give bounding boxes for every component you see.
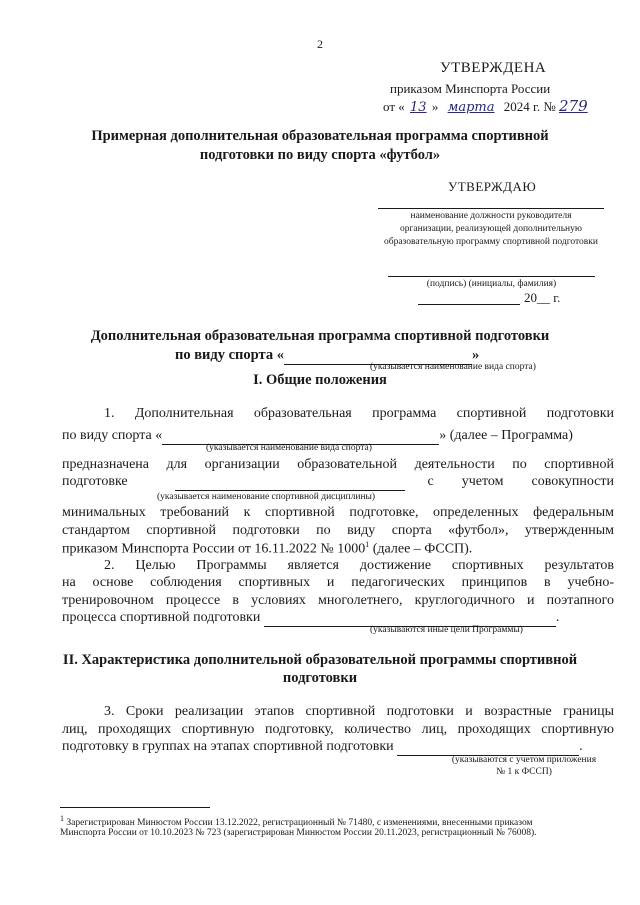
p2-line1: 2. Целью Программы является достижение спортивных результатов: [104, 558, 614, 573]
p1-sport-prefix: по виду спорта «: [62, 428, 163, 443]
signature-line: [388, 276, 595, 277]
p1-hint: (указывается наименование вида спорта): [206, 443, 372, 453]
footnote-separator: [60, 807, 210, 808]
date-mid: »: [431, 99, 439, 114]
position-caption-2: организации, реализующей дополнительную: [400, 224, 582, 234]
p2-hint: (указываются иные цели Программы): [370, 625, 523, 635]
handwritten-order-number: 279: [559, 97, 588, 115]
p1-sport-suffix: » (далее – Программа): [439, 428, 573, 443]
p1-hint2: (указывается наименование спортивной дисциплины): [157, 492, 376, 502]
footnote-line2: Минспорта России от 10.10.2023 № 723 (зарегистрирован Минюстом России 20.11.2023, регистрационный № 76008).: [60, 828, 537, 838]
approve-heading: УТВЕРЖДАЮ: [448, 179, 537, 194]
p1-fssp: (далее – ФССП).: [369, 541, 473, 557]
p1-line7: [62, 540, 472, 558]
p3-hint-1: (указываются с учетом приложения: [451, 755, 597, 765]
p2-line3: тренировочном процессе в условиях многолетнего, круглогодичного и поэтапного: [62, 593, 614, 608]
p1-line4-end: с учетом совокупности: [427, 474, 614, 489]
date-year-suffix: 20__ г.: [524, 290, 561, 305]
p3-line3: [62, 739, 583, 756]
position-caption-3: образовательную программу спортивной подготовки: [383, 237, 598, 247]
program-heading-line1: Дополнительная образовательная программа спортивной подготовки: [90, 328, 550, 344]
program-title-line2: подготовки по виду спорта «футбол»: [199, 147, 441, 163]
approval-order: приказом Минспорта России: [390, 81, 551, 96]
heading-sport-prefix: по виду спорта «: [175, 347, 284, 363]
position-line: [378, 208, 604, 209]
p1-line5: минимальных требований к спортивной подготовке, определенных федеральным: [62, 505, 614, 520]
heading-sport-suffix: »: [471, 347, 480, 363]
p3-blank: [397, 739, 579, 756]
footnote-ref: 1: [365, 540, 370, 549]
p1-line4-start: подготовке: [62, 474, 128, 489]
program-title-line1: Примерная дополнительная образовательная программа спортивной: [91, 128, 549, 144]
approved-stamp-title: УТВЕРЖДЕНА: [440, 60, 547, 76]
p3-hint-2: № 1 к ФССП): [496, 767, 552, 777]
p3-end: .: [579, 739, 583, 754]
handwritten-month: марта: [447, 100, 495, 115]
section2-title-line1: II. Характеристика дополнительной образовательной программы спортивной: [62, 652, 578, 668]
p1-line1: 1. Дополнительная образовательная программа спортивной подготовки: [104, 406, 614, 421]
footnote-line1: [60, 814, 600, 828]
position-caption-1: наименование должности руководителя: [410, 211, 572, 221]
p1-line6: стандартом спортивной подготовки по виду спорта «футбол», утвержденным: [62, 523, 614, 538]
p1-order-ref: приказом Минспорта России от 16.11.2022 № 1000: [62, 541, 366, 557]
p2-line2: на основе соблюдения спортивных и педагогических принципов в учебно-: [62, 575, 614, 590]
p2-line4-text: процесса спортивной подготовки: [62, 610, 261, 625]
year-number-label: 2024 г. №: [503, 99, 556, 114]
signature-caption: (подпись) (инициалы, фамилия): [426, 279, 557, 289]
handwritten-day: 13: [410, 100, 427, 115]
date-prefix: от «: [383, 99, 405, 114]
page-number: 2: [317, 37, 323, 51]
section2-title-line2: подготовки: [282, 670, 358, 686]
p3-line2: лиц, проходящих спортивную подготовку, количество лиц, проходящих спортивную: [62, 722, 614, 737]
discipline-blank: [175, 490, 405, 491]
p3-line1: 3. Сроки реализации этапов спортивной подготовки и возрастные границы: [104, 704, 614, 719]
date-line: [418, 304, 520, 305]
p3-line3-text: подготовку в группах на этапах спортивной подготовки: [62, 739, 394, 754]
footnote-text-1: Зарегистрирован Минюстом России 13.12.2022, регистрационный № 71480, с изменениями, внесенными приказом: [64, 818, 533, 829]
p2-end: .: [555, 610, 560, 625]
footnote-mark: 1: [60, 814, 64, 823]
section1-title: I. Общие положения: [253, 372, 387, 388]
approval-date-line: [383, 97, 588, 115]
p1-line3: предназначена для организации образовательной деятельности по спортивной: [62, 457, 614, 472]
heading-hint: (указывается наименование вида спорта): [370, 362, 536, 372]
